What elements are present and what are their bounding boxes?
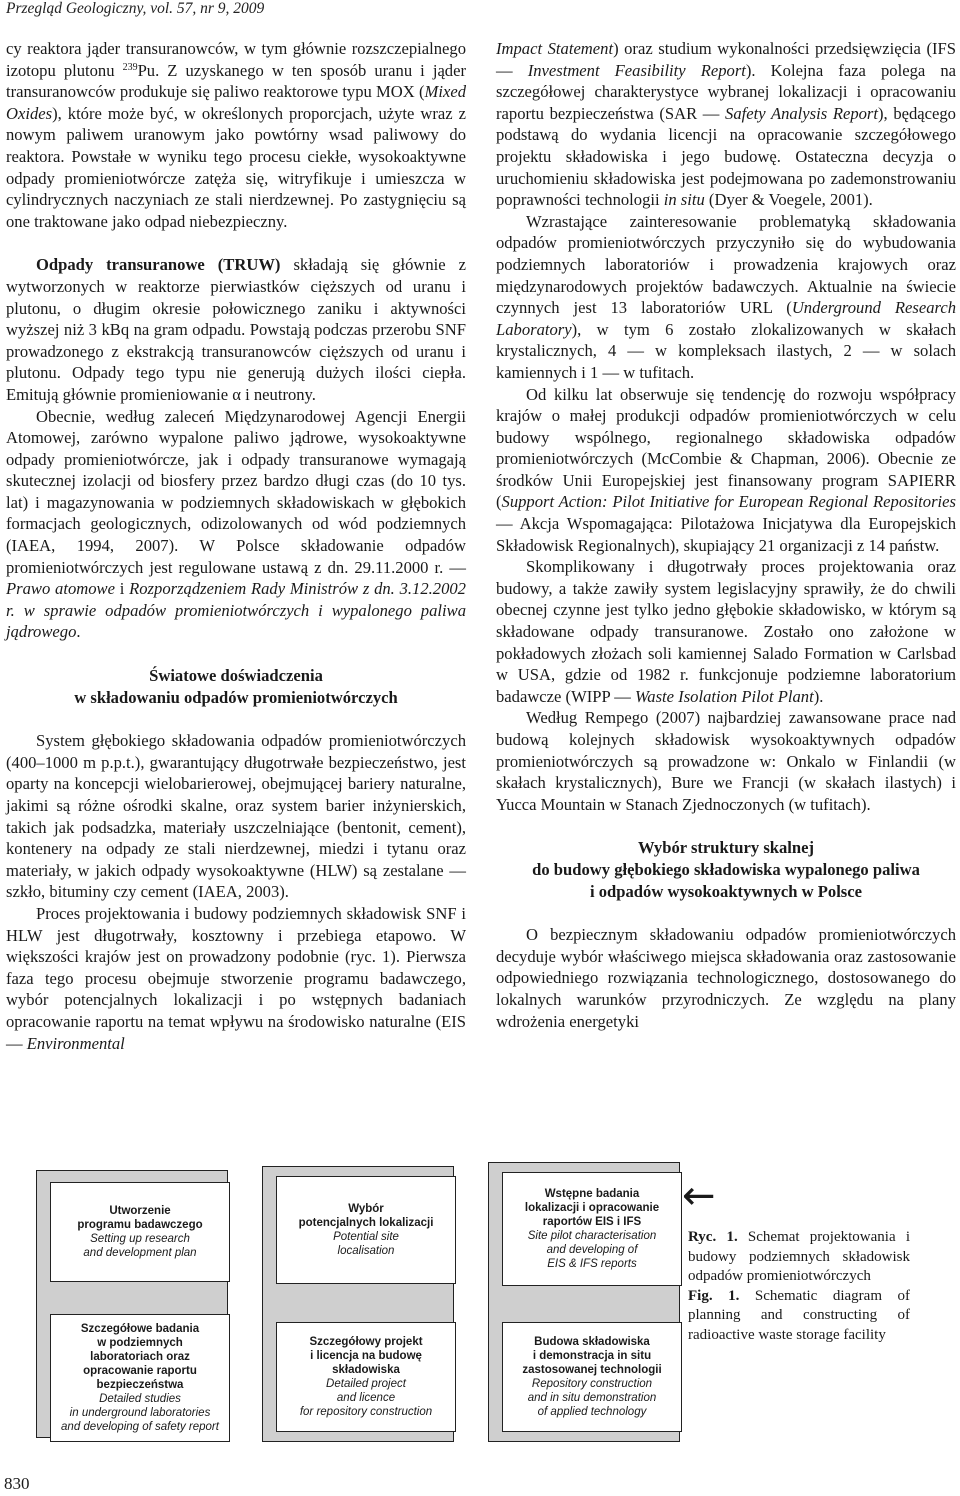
- step-box-1: Utworzenie programu badawczego Setting up research and development plan: [50, 1182, 230, 1282]
- paragraph: Według Rempego (2007) najbardziej zawansowane prace nad budową kolejnych składowisk wysokoaktywnych odpadów promieniotwórczych są prowadzone w: Onkalo w Finlandii (w skałach krystalicznych), Bure we Francji (w skałach ilastych) i Yucca Mountain w Stanach Zjednoczonych (w tufitach).: [496, 708, 956, 814]
- left-arrow-icon: ←: [682, 1173, 716, 1219]
- step-box-4: Szczegółowe badania w podziemnych laboratoriach oraz opracowanie raportu bezpieczeństwa Detailed studies in underground laboratories and developing of safety report: [50, 1314, 230, 1442]
- left-column: [6, 38, 466, 1054]
- paragraph: Od kilku lat obserwuje się tendencję do rozwoju współpracy krajów o małej produkcji odpadów promieniotwórczych w celu budowy wspólnego, regionalnego składowiska odpadów promieniotwórczych (McCombie & Chapman, 2006). Obecnie ze środków Unii Europejskiej jest finansowany program SAPIERR (Support Action: Pilot Initiative for European Regional Repositories — Akcja Wspomagająca: Pilotażowa Inicjatywa dla Europejskich Składowisk Regionalnych), skupiający 21 organizacji z 14 państw.: [496, 384, 956, 555]
- paragraph: System głębokiego składowania odpadów promieniotwórczych (400–1000 m p.p.t.), gwarantujący długotrwałe bezpieczeństwo, jest oparty na koncepcji wielobarierowej, obejmującej bariery naturalne, jakimi są różne ośrodki skalne, oraz system barier inżynierskich, takich jak podsadzka, materiały uszczelniające (bentonit, cement), kontenery na odpady ze stali nierdzewnej, miedzi i tytanu oraz materiały, w jakich odpady wysokoaktywne (HLW) są zestalane — szkło, bituminy czy cement (IAEA, 2003).: [6, 731, 466, 902]
- flow-diagram: [36, 1162, 672, 1462]
- paragraph: Obecnie, według zaleceń Międzynarodowej Agencji Energii Atomowej, zarówno wypalone paliwo jądrowe, wysokoaktywne odpady promieniotwórcze, jak i odpady transuranowe wymagają skutecznej izolacji od biosfery przez bardzo długi czas (do 10 tys. lat) i magazynowania w podziemnych składowiskach w głębokich formacjach geologicznych, odizolowanych od wód podziemnych (IAEA, 1994, 2007). W Polsce składowanie odpadów promieniotwórczych jest regulowane ustawą z dn. 29.11.2000 r. — Prawo atomowe i Rozporządzeniem Rady Ministrów z dn. 3.12.2002 r. w sprawie odpadów promieniotwórczych i wypalonego paliwa jądrowego.: [6, 406, 466, 642]
- step-box-2: Wybór potencjalnych lokalizacji Potential site localisation: [276, 1176, 456, 1284]
- figure-caption: Ryc. 1. Schemat projektowania i budowy podziemnych składowisk odpadów promieniotwórczych Fig. 1. Schematic diagram of planning and constructing of radioactive waste storage facility: [688, 1229, 911, 1343]
- paragraph: O bezpiecznym składowaniu odpadów promieniotwórczych decyduje wybór właściwego miejsca składowania oraz zastosowanie odpowiedniego rozwiązania technologicznego, dostosowanego do lokalnych warunków przyrodniczych. Ze względu na plany wdrożenia energetyki: [496, 925, 956, 1031]
- paragraph: Impact Statement) oraz studium wykonalności przedsięwzięcia (IFS — Investment Feasibility Report). Kolejna faza polega na szczegółowej charakterystyce wybranej lokalizacji i opracowaniu raportu bezpieczeństwa (SAR — Safety Analysis Report), będącego podstawą do wydania licencji na opracowanie szczegółowego projektu składowiska i jego budowę. Ostateczna decyzja o uruchomieniu składowiska jest podejmowana po zademonstrowaniu poprawności technologii in situ (Dyer & Voegele, 2001).: [496, 39, 957, 210]
- step-box-6: Budowa składowiska i demonstracja in situ zastosowanej technologii Repository construction and in situ demonstration of applied technology: [502, 1322, 682, 1432]
- paragraph: Skomplikowany i długotrwały proces projektowania oraz budowy, a także zawiły system legislacyjny sprawiły, że do chwili obecnej czynne jest tylko jedno głębokie składowisko, w którym są składowane odpady transuranowe. Zostało ono założone w pokładowych złożach soli kamiennej Salado Formation w Carlsbad w USA, gdzie od 1982 r. funkcjonuje podziemne laboratorium badawcze (WIPP — Waste Isolation Pilot Plant).: [496, 557, 956, 706]
- journal-header: Przegląd Geologiczny, vol. 57, nr 9, 2009: [6, 0, 265, 17]
- step-box-5: Szczegółowy projekt i licencja na budowę składowiska Detailed project and licence for repository construction: [276, 1322, 456, 1432]
- section-heading: Wybór struktury skalnej do budowy głębokiego składowiska wypalonego paliwa i odpadów wysokoaktywnych w Polsce: [532, 838, 920, 901]
- step-box-3: Wstępne badania lokalizacji i opracowanie raportów EIS i IFS Site pilot characterisation and developing of EIS & IFS reports: [502, 1172, 682, 1286]
- paragraph: Odpady transuranowe (TRUW) składają się głównie z wytworzonych w reaktorze pierwiastków cięższych od uranu i plutonu, o długim okresie połowicznego zaniku i aktywności wyższej niż 3 kBq na gram odpadu. Powstają podczas przerobu SNF prowadzonego z ekstrakcją transuranowców cięższych od uranu i plutonu. Odpady tego typu nie generują dużych ilości ciepła. Emitują głównie promieniowanie α i neutrony.: [6, 255, 466, 404]
- paragraph: Wzrastające zainteresowanie problematyką składowania odpadów promieniotwórczych przyczyniło się do wybudowania podziemnych laboratoriów i prowadzenia krajowych oraz międzynarodowych projektów badawczych. Aktualnie na świecie czynnych jest 13 laboratoriów URL (Underground Research Laboratory), w tym 6 zostało zlokalizowanych w skałach krystalicznych, 4 — w kompleksach ilastych, 2 — w solach kamiennych i 1 — w tufitach.: [496, 211, 956, 382]
- right-column: [496, 38, 956, 1032]
- paragraph: Proces projektowania i budowy podziemnych składowisk SNF i HLW jest długotrwały, kosztowny i przebiega etapowo. W większości krajów jest on prowadzony podobnie (ryc. 1). Pierwsza faza tego procesu obejmuje stworzenie programu badawczego, wybór potencjalnych lokalizacji i po wstępnych badaniach opracowanie raportu na temat wpływu na środowisko naturalne (EIS — Environmental: [6, 903, 466, 1053]
- section-heading: Światowe doświadczenia w składowaniu odpadów promieniotwórczych: [74, 666, 398, 707]
- paragraph: cy reaktora jąder transuranowców, w tym głównie rozszczepialnego izotopu plutonu $^{239}$Pu. Z uzyskanego w ten sposób uranu i jąder transuranowców produkuje się paliwo reaktorowe typu MOX (Mixed Oxides), które może być, w określonych proporcjach, użyte wraz z nowym paliwem uranowym jako powtórny wsad paliwowy do reaktora. Powstałe w wyniku tego procesu ciekłe, wysokoaktywne odpady promieniotwórcze zatęża się, witryfikuje i umieszcza w cylindrycznych naczyniach ze stali nierdzewnej. Po zastygnięciu są one traktowane jako odpad niebezpieczny.: [6, 39, 466, 231]
- page-number: 830: [4, 1474, 30, 1493]
